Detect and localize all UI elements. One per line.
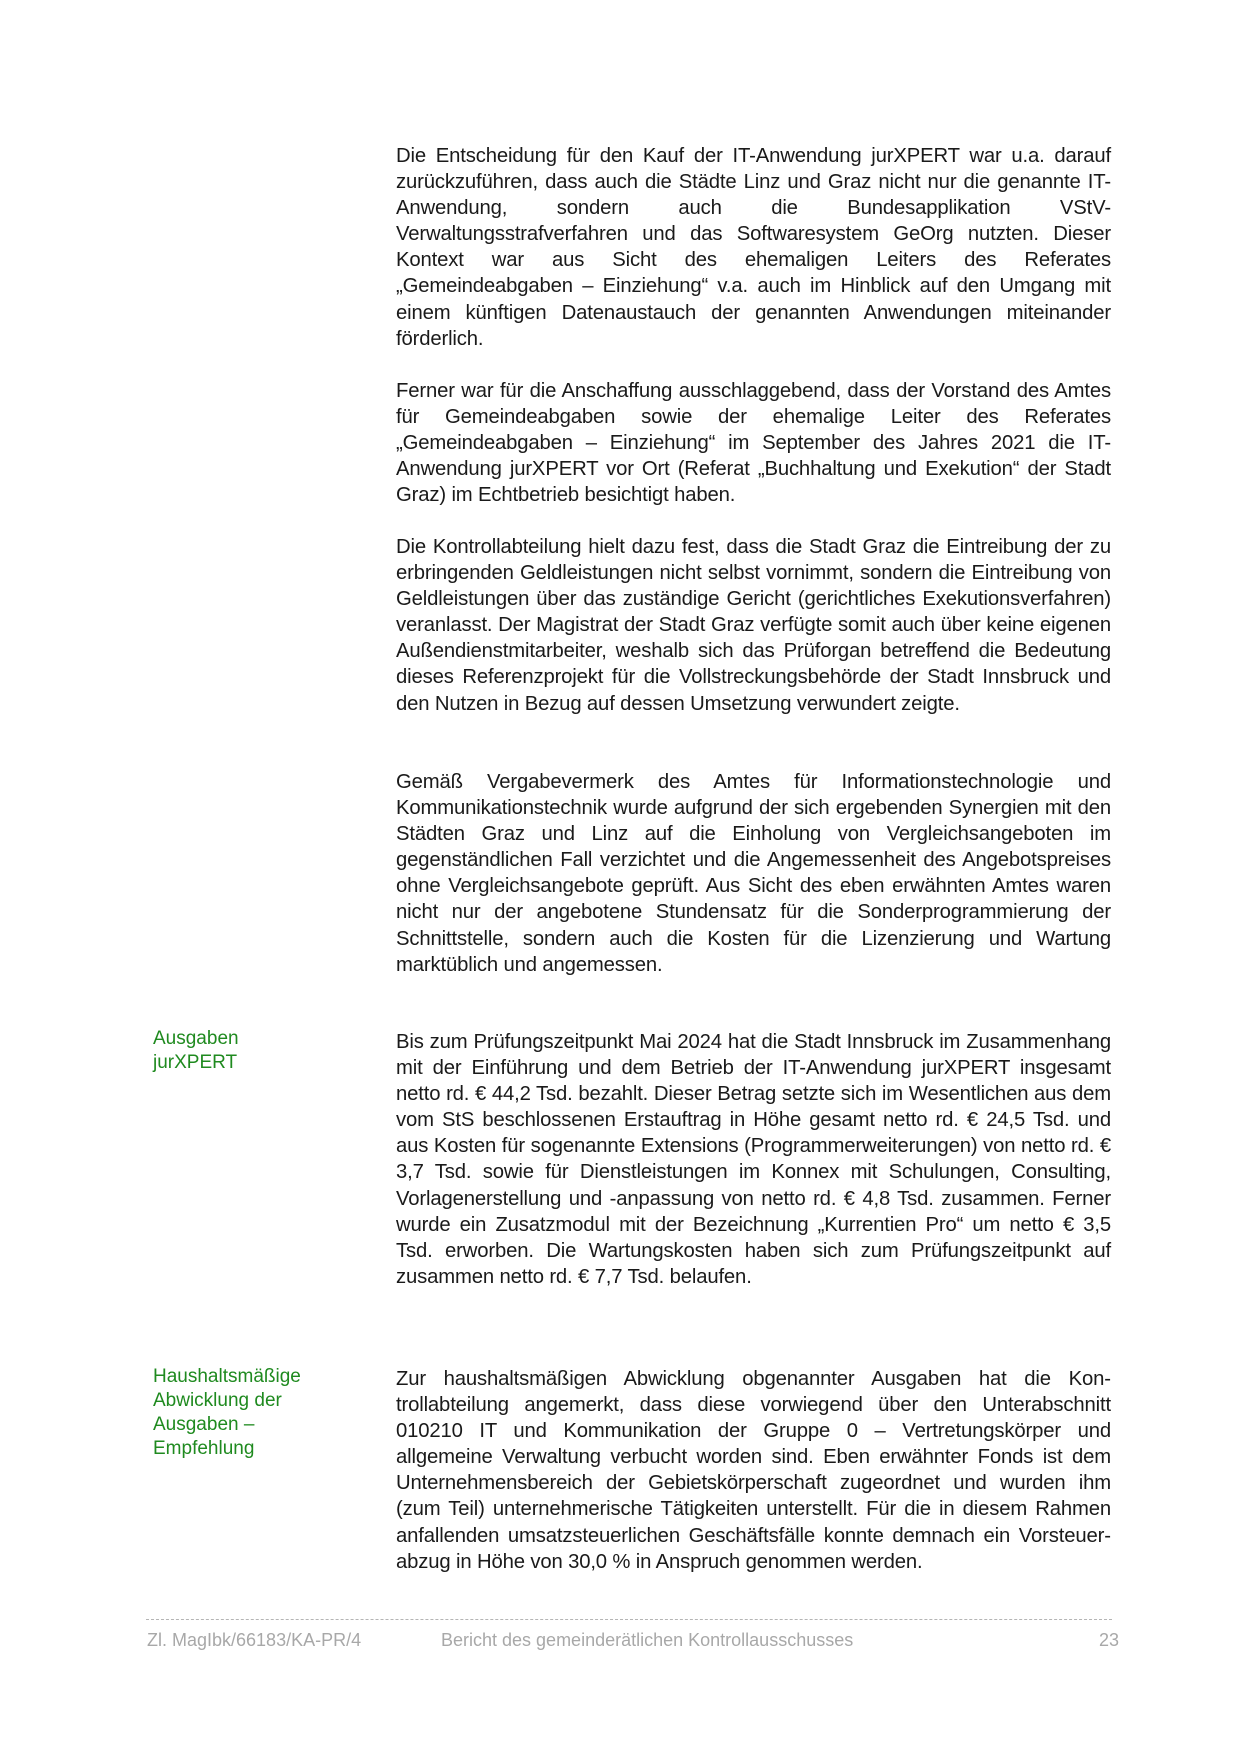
paragraph-purchase-decision: Die Entscheidung für den Kauf der IT-Anwendung jurXPERT war u.a. darauf zurückzuführen, dass auch die Städte Linz und Graz nicht nur die genannte IT-Anwendung, sondern auch die Bundesapplikation VStV-Verwaltungsstrafverfahren und das Softwaresystem GeOrg nutzten. Dieser Kontext war aus Sicht des ehemaligen Leiters des Referates „Gemeindeabgaben – Einziehung“ v.a. auch im Hinblick auf den Umgang mit einem künftigen Datenaustauch der genannten Anwendungen miteinander förderlich. (396, 145, 1111, 350)
paragraph-site-visit: Ferner war für die Anschaffung ausschlaggebend, dass der Vorstand des Amtes für Gemeindeabgaben sowie der ehemalige Leiter des Referates „Gemeindeabgaben – Einziehung“ im September des Jahres 2021 die IT-Anwendung jurXPERT vor Ort (Referat „Buchhaltung und Exekution“ der Stadt Graz) im Echtbetrieb besichtigt haben. (396, 380, 1111, 507)
footer-reference: Zl. MagIbk/66183/KA-PR/4 (147, 1630, 362, 1650)
page-number: 23 (1099, 1630, 1120, 1650)
margin-note-line: Empfehlung (153, 1438, 255, 1459)
footer-divider (146, 1619, 1112, 1620)
margin-note-line: Ausgaben – (153, 1414, 255, 1435)
paragraph-control-finding: Die Kontrollabteilung hielt dazu fest, dass die Stadt Graz die Eintreibung der zu erbringenden Geldleistungen nicht selbst vornimmt, sondern die Eintreibung von Geldleistungen über das zuständige Gericht (gerichtliches Exekutionsverfahren) veranlasst. Der Magistrat der Stadt Graz verfügte somit auch über keine eigenen Außendienstmitarbeiter, weshalb sich das Prüforgan betreffend die Bedeutung dieses Referenzprojekt für die Vollstreckungsbehörde der Stadt Innsbruck und den Nutzen in Bezug auf dessen Umsetzung verwundert zeigte. (396, 536, 1111, 715)
margin-note-haushalt (153, 1365, 353, 1461)
paragraph-expenses: Bis zum Prüfungszeitpunkt Mai 2024 hat die Stadt Innsbruck im Zusammenhang mit der Einführung und dem Betrieb der IT-Anwendung jurXPERT insgesamt netto rd. € 44,2 Tsd. bezahlt. Dieser Betrag setzte sich im Wesentlichen aus dem vom StS beschlossenen Erstauftrag in Höhe gesamt netto rd. € 24,5 Tsd. und aus Kosten für sogenannte Extensions (Programmerweiterungen) von netto rd. € 3,7 Tsd. sowie für Dienstleistungen im Konnex mit Schulungen, Consulting, Vorlagenerstellung und -anpassung von netto rd. € 4,8 Tsd. zusammen. Ferner wurde ein Zusatzmodul mit der Bezeichnung „Kurrentien Pro“ um netto € 3,5 Tsd. erworben. Die Wartungskosten haben sich zum Prüfungszeitpunkt auf zusammen netto rd. € 7,7 Tsd. belaufen. (396, 1031, 1111, 1288)
margin-note-line: Abwicklung der (153, 1390, 282, 1411)
paragraph-award-note: Gemäß Vergabevermerk des Amtes für Informationstechnologie und Kommunikationstechnik wurde aufgrund der sich ergebenden Synergien mit den Städten Graz und Linz auf die Einholung von Vergleichsangeboten im gegenständlichen Fall verzichtet und die Angemessenheit des Angebotspreises ohne Vergleichsangebote geprüft. Aus Sicht des eben erwähnten Amtes waren nicht nur der angebotene Stundensatz für die Sonderprogrammierung der Schnittstelle, sondern auch die Kosten für die Lizenzierung und Wartung marktüblich und angemessen. (396, 771, 1111, 976)
margin-note-line: Ausgaben (153, 1028, 239, 1049)
footer-title: Bericht des gemeinderätlichen Kontrollausschusses (441, 1630, 854, 1650)
margin-note-line: Haushaltsmäßige (153, 1366, 301, 1387)
margin-note-ausgaben (153, 1027, 353, 1075)
margin-note-line: jurXPERT (153, 1052, 238, 1073)
paragraph-budget-handling: Zur haushaltsmäßigen Abwicklung obgenannter Ausgaben hat die Kontrollabteilung angemerkt, dass diese vorwiegend über den Unterabschnitt 010210 IT und Kommunikation der Gruppe 0 – Vertretungskörper und allgemeine Verwaltung verbucht worden sind. Eben erwähnter Fonds ist dem Unternehmensbereich der Gebietskörperschaft zugeordnet und wurden ihm (zum Teil) unternehmerische Tätigkeiten unterstellt. Für die in diesem Rahmen anfallenden umsatzsteuerlichen Geschäftsfälle konnte demnach ein Vorsteuerabzug in Höhe von 30,0 % in Anspruch genommen werden. (396, 1368, 1111, 1573)
